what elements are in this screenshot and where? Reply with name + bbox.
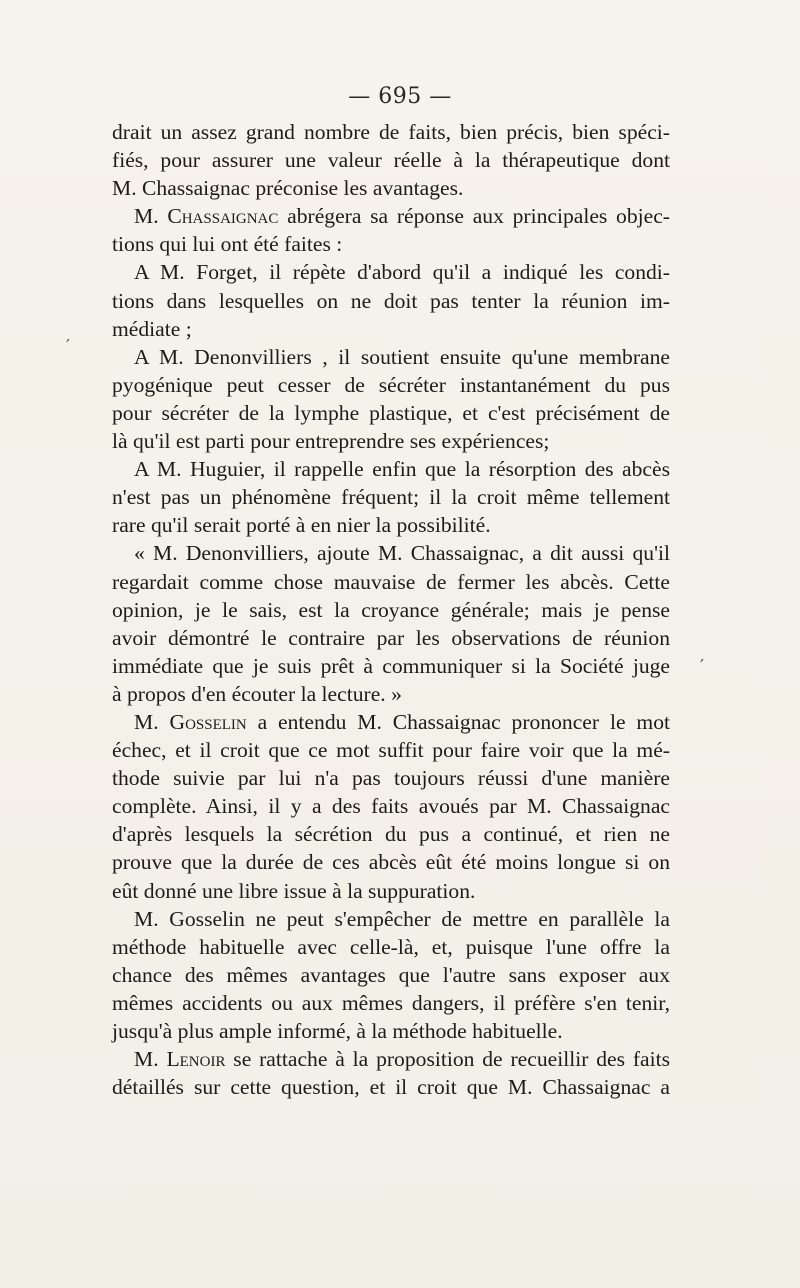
- text-line: opinion, je le sais, est la croyance générale; mais je pense: [112, 597, 670, 622]
- text-line: jusqu'à plus ample informé, à la méthode habituelle.: [112, 1019, 563, 1043]
- text-line: échec, et il croit que ce mot suffit pour faire voir que la mé-: [112, 738, 670, 763]
- text-line: M. Gosselin a entendu M. Chassaignac prononcer le mot: [134, 709, 670, 734]
- text-line: eût donné une libre issue à la suppuration.: [112, 878, 476, 903]
- text-line: à propos d'en écouter la lecture. »: [112, 681, 402, 706]
- text-line: M. Chassaignac préconise les avantages.: [112, 176, 464, 201]
- text-line: A M. Huguier, il rappelle enfin que la résorption des abcès: [134, 457, 670, 482]
- text-line: thode suivie par lui n'a pas toujours réussi d'une manière: [112, 766, 670, 791]
- text-line: regardait comme chose mauvaise de fermer les abcès. Cette: [112, 569, 670, 594]
- text-line: complète. Ainsi, il y a des faits avoués par M. Chassaignac: [112, 794, 670, 819]
- text-line: mêmes accidents ou aux mêmes dangers, il préfère s'en tenir,: [112, 990, 670, 1015]
- text-line: immédiate que je suis prêt à communiquer si la Société juge: [112, 653, 670, 678]
- text-line: pour sécréter de la lymphe plastique, et c'est précisément de: [112, 400, 670, 425]
- text-line: A M. Denonvilliers , il soutient ensuite qu'une membrane: [134, 344, 670, 369]
- margin-mark-right: ′: [700, 656, 705, 677]
- text-line: là qu'il est parti pour entreprendre ses expériences;: [112, 429, 550, 454]
- text-line: méthode habituelle avec celle-là, et, puisque l'une offre la: [112, 934, 670, 959]
- text-line: d'après lesquels la sécrétion du pus a continué, et rien ne: [112, 822, 670, 847]
- text-line: chance des mêmes avantages que l'autre sans exposer aux: [112, 962, 670, 987]
- text-line: pyogénique peut cesser de sécréter instantanément du pus: [112, 372, 670, 397]
- text-line: « M. Denonvilliers, ajoute M. Chassaignac, a dit aussi qu'il: [134, 541, 670, 566]
- page-number: — 695 —: [348, 84, 452, 109]
- text-line: avoir démontré le contraire par les observations de réunion: [112, 625, 670, 650]
- text-line: M. Chassaignac abrégera sa réponse aux principales objec-: [134, 204, 670, 229]
- text-line: rare qu'il serait porté à en nier la possibilité.: [112, 513, 491, 538]
- text-line: détaillés sur cette question, et il croit que M. Chassaignac a: [112, 1075, 670, 1100]
- text-line: tions qui lui ont été faites :: [112, 232, 343, 257]
- text-line: tions dans lesquelles on ne doit pas tenter la réunion im-: [112, 288, 670, 313]
- text-line: prouve que la durée de ces abcès eût été moins longue si on: [112, 850, 670, 875]
- body-text: [112, 118, 670, 1101]
- text-line: drait un assez grand nombre de faits, bien précis, bien spéci-: [112, 120, 670, 144]
- text-line: M. Lenoir se rattache à la proposition de recueillir des faits: [134, 1047, 671, 1072]
- text-line: M. Gosselin ne peut s'empêcher de mettre en parallèle la: [134, 906, 670, 931]
- text-line: médiate ;: [112, 316, 192, 341]
- text-line: A M. Forget, il répète d'abord qu'il a indiqué les condi-: [134, 260, 670, 285]
- text-line: n'est pas un phénomène fréquent; il la croit même tellement: [112, 485, 670, 510]
- margin-mark-left: ′: [66, 336, 71, 357]
- text-line: fiés, pour assurer une valeur réelle à la thérapeutique dont: [112, 148, 670, 173]
